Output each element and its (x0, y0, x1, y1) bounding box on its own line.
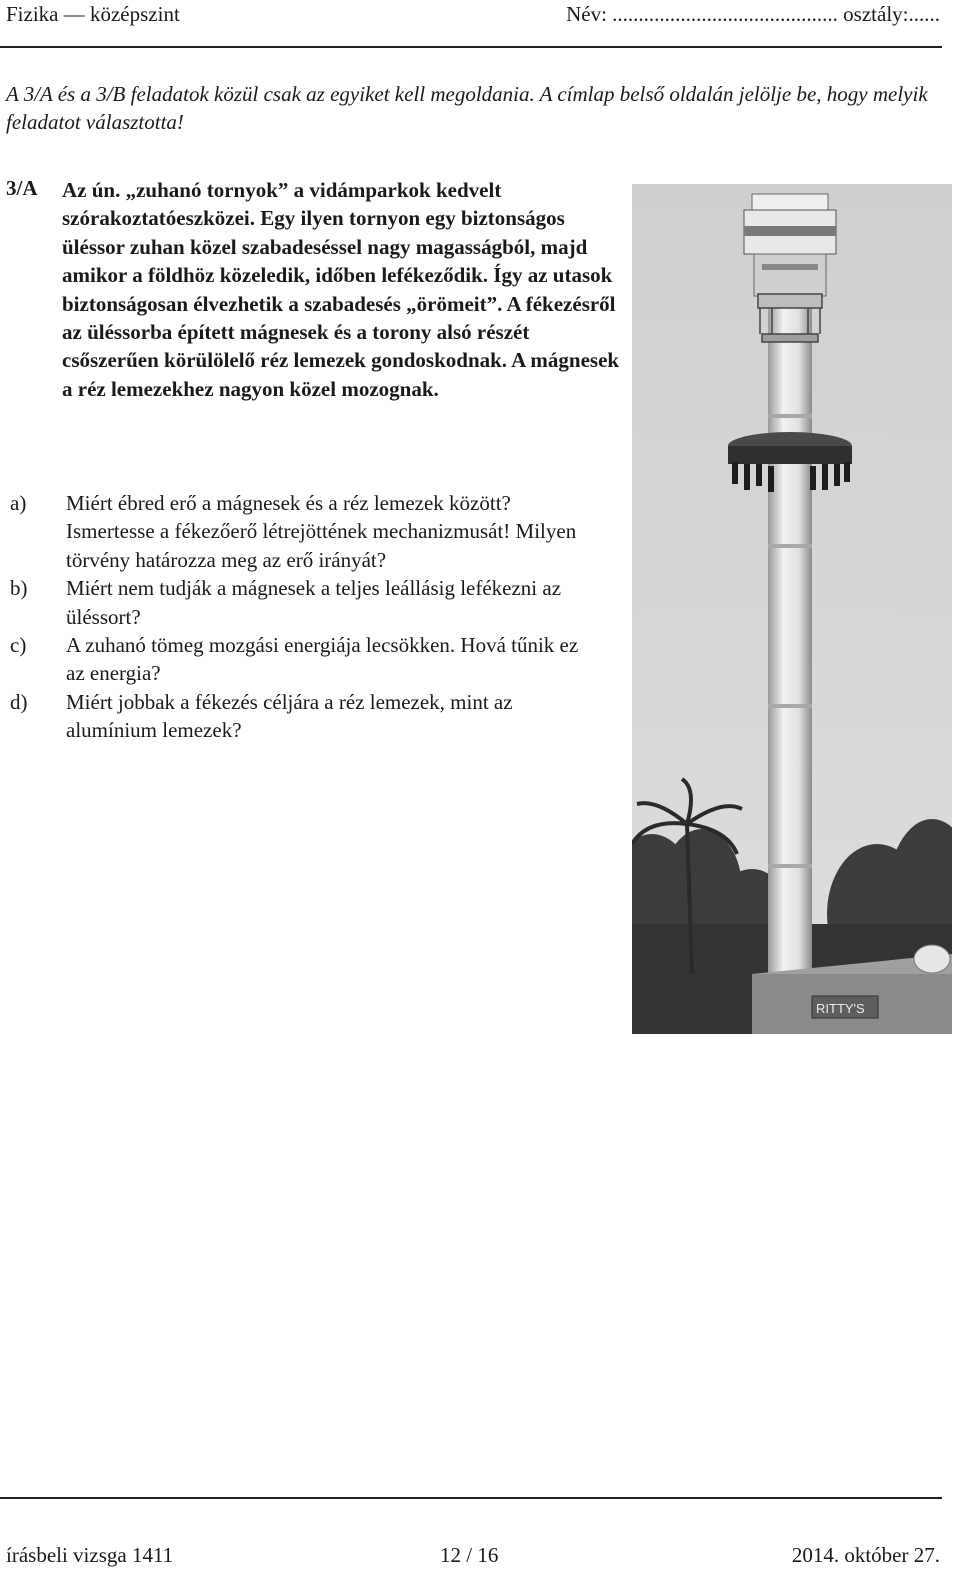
footer-divider (0, 1497, 942, 1499)
task-intro: Az ún. „zuhanó tornyok” a vidámparkok kedvelt szórakoztatóeszközei. Egy ilyen tornyon egy biztonságos üléssor zuhan közel szabadeséssel nagy magasságból, majd amikor a földhöz közeledik, időben lefékeződik. Így az utasok biztonságosan élvezhetik a szabadesés „örömeit”. A fékezésről az üléssorba épített mágnesek és a torony alsó részét csőszerűen körülölelő réz lemezek gondoskodnak. A mágnesek a réz lemezekhez nagyon közel mozognak. (62, 178, 620, 401)
question-item (6, 489, 606, 574)
header-divider (0, 46, 942, 48)
page-header (0, 0, 960, 48)
sign-text: RITTY'S (816, 1001, 865, 1016)
question-letter: b) (10, 576, 28, 601)
page-number: 12 / 16 (440, 1543, 499, 1567)
question-text: Miért ébred erő a mágnesek és a réz lemezek között? Ismertesse a fékezőerő létrejöttének mechanizmusát! Milyen törvény határozza meg az erő irányát? (66, 491, 577, 572)
drop-tower-illustration (632, 184, 952, 1034)
choice-instruction: A 3/A és a 3/B feladatok közül csak az egyiket kell megoldania. A címlap belső oldalán jelölje be, hogy melyik feladatot választotta! (6, 82, 928, 134)
exam-date: 2014. október 27. (791, 1543, 940, 1567)
question-item (6, 631, 606, 688)
task-label: 3/A (6, 176, 38, 200)
question-item (6, 574, 606, 631)
question-letter: a) (10, 491, 27, 515)
tower-pole (768, 294, 812, 984)
question-text: Miért nem tudják a mágnesek a teljes leállásig lefékezni az üléssort? (66, 576, 562, 629)
question-text: Miért jobbak a fékezés céljára a réz lemezek, mint az alumínium lemezek? (66, 689, 513, 743)
question-item (6, 688, 606, 745)
drop-tower-photo (632, 184, 952, 1034)
name-class-field: Név: ........................................... osztály:...... (566, 2, 940, 26)
question-list (6, 489, 606, 745)
exam-code: írásbeli vizsga 1411 (6, 1543, 174, 1567)
question-letter: c) (10, 633, 27, 658)
tower-top-cabin (744, 194, 836, 296)
subject-level: Fizika — középszint (6, 2, 180, 26)
question-text: A zuhanó tömeg mozgási energiája lecsökken. Hová tűnik ez az energia? (66, 633, 579, 686)
question-letter: d) (10, 689, 28, 714)
